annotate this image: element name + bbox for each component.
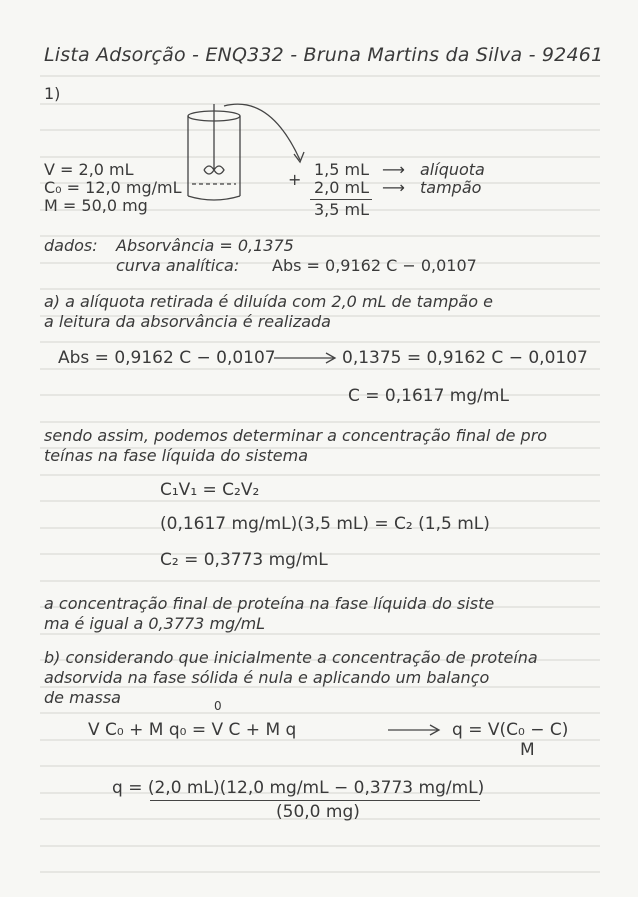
total-volume: 3,5 mL xyxy=(314,200,370,219)
aliquot-volume: 1,5 mL xyxy=(314,160,370,179)
data-label: dados: xyxy=(44,236,98,255)
final-conc-text-1: sendo assim, podemos determinar a concentração final de pro xyxy=(44,426,548,445)
conclusion-line-1: a concentração final de proteína na fase líquida do siste xyxy=(44,594,495,613)
given-volume: V = 2,0 mL xyxy=(44,160,134,179)
part-b-line-2: adsorvida na fase sólida é nula e aplicando um balanço xyxy=(44,668,490,687)
arrow-aliquot: ⟶ xyxy=(382,160,405,179)
concentration-result: C = 0,1617 mg/mL xyxy=(348,386,509,406)
long-arrow-icon-2 xyxy=(386,722,442,738)
part-a-line-2: a leitura da absorvância é realizada xyxy=(44,312,331,331)
long-arrow-icon xyxy=(272,350,338,366)
q-calculation-numerator: q = (2,0 mL)(12,0 mg/mL − 0,3773 mg/mL) xyxy=(112,778,485,798)
buffer-label: tampão xyxy=(420,178,482,197)
q0-zero-mark: 0 xyxy=(214,699,222,713)
q-formula: q = V(C₀ − C) xyxy=(452,720,569,740)
q-formula-denominator: M xyxy=(520,740,535,760)
part-b-line-3: de massa xyxy=(44,688,121,707)
fraction-line xyxy=(150,800,480,801)
q-calculation-denominator: (50,0 mg) xyxy=(276,802,360,822)
beaker-stirrer-icon xyxy=(180,100,330,210)
part-a-line-1: a) a alíquota retirada é diluída com 2,0 mL de tampão e xyxy=(44,292,493,311)
curve-equation: Abs = 0,9162 C − 0,0107 xyxy=(272,256,477,275)
aliquot-label: alíquota xyxy=(420,160,485,179)
buffer-volume: 2,0 mL xyxy=(314,178,370,197)
absorbance-value: Absorvância = 0,1375 xyxy=(116,236,294,255)
dilution-substitution: (0,1617 mg/mL)(3,5 mL) = C₂ (1,5 mL) xyxy=(160,514,490,534)
c2-result: C₂ = 0,3773 mg/mL xyxy=(160,550,328,570)
mass-balance-equation: V C₀ + M q₀ = V C + M q xyxy=(88,720,297,740)
absorbance-substituted: 0,1375 = 0,9162 C − 0,0107 xyxy=(342,348,588,368)
given-initial-concentration: C₀ = 12,0 mg/mL xyxy=(44,178,182,197)
given-mass: M = 50,0 mg xyxy=(44,196,148,215)
conclusion-line-2: ma é igual a 0,3773 mg/mL xyxy=(44,614,266,633)
final-conc-text-2: teínas na fase líquida do sistema xyxy=(44,446,308,465)
part-b-line-1: b) considerando que inicialmente a concentração de proteína xyxy=(44,648,538,667)
page-title: Lista Adsorção - ENQ332 - Bruna Martins da Silva - 92461 xyxy=(44,44,604,66)
plus-sign: + xyxy=(288,170,302,189)
curve-label: curva analítica: xyxy=(116,256,240,275)
arrow-buffer: ⟶ xyxy=(382,178,405,197)
absorbance-equation: Abs = 0,9162 C − 0,0107 xyxy=(58,348,276,368)
dilution-equation: C₁V₁ = C₂V₂ xyxy=(160,480,260,500)
question-1-label: 1) xyxy=(44,84,61,103)
